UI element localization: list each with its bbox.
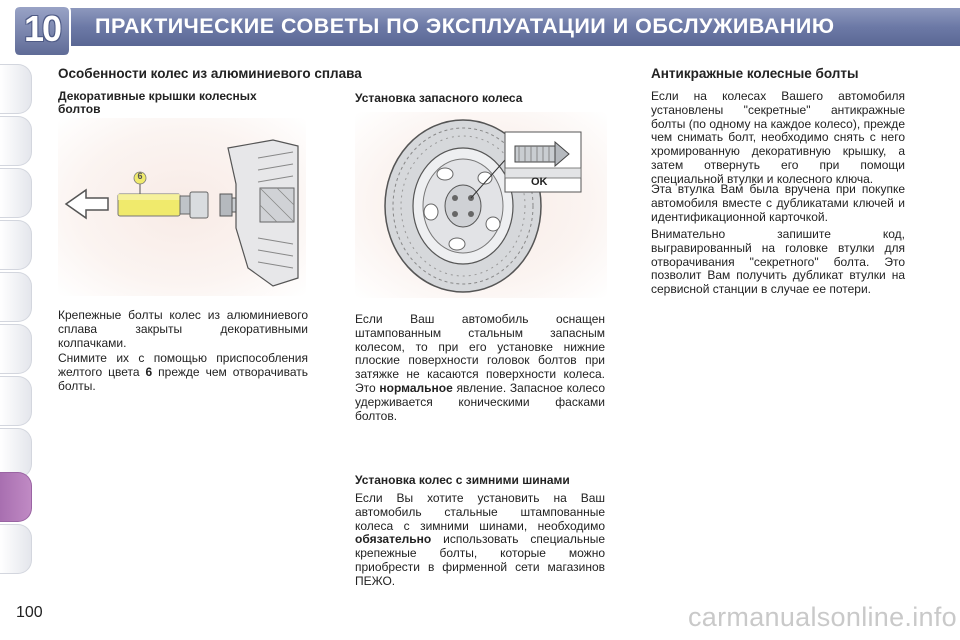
spare-wheel-illustration bbox=[355, 112, 607, 298]
figure-callout-6: 6 bbox=[137, 171, 143, 181]
bolt-cap-drawing bbox=[58, 118, 306, 296]
chapter-tab-10-active[interactable] bbox=[0, 472, 32, 522]
alloy-para-1: Крепежные болты колес из алюминиевого сплава закрыты декоративными колпачками. bbox=[58, 308, 308, 350]
bolt-cap-illustration bbox=[58, 118, 306, 296]
page-header bbox=[0, 0, 960, 62]
chapter-tabs bbox=[0, 62, 34, 582]
anti-theft-para-1: Если на колесах Вашего автомобиля установлены "секретные" антикражные болты (по одному на каждое колесо), прежде чем снимать болт, необходимо снять с него хромированную декоративную крышку, а затем отвернуть его при помощи специальной втулки и колесного ключа. bbox=[651, 89, 905, 186]
chapter-number: 10 bbox=[23, 8, 61, 49]
subtitle-winter-tyres: Установка колес с зимними шинами bbox=[355, 473, 570, 487]
subtitle-spare-wheel: Установка запасного колеса bbox=[355, 91, 523, 105]
chapter-tab-5[interactable] bbox=[0, 272, 32, 322]
chapter-tab-11[interactable] bbox=[0, 524, 32, 574]
watermark: carmanualsonline.info bbox=[688, 602, 957, 632]
page-title: ПРАКТИЧЕСКИЕ СОВЕТЫ ПО ЭКСПЛУАТАЦИИ И ОБСЛУЖИВАНИЮ bbox=[95, 14, 835, 38]
spare-wheel-drawing bbox=[355, 112, 607, 298]
chapter-tab-7[interactable] bbox=[0, 376, 32, 426]
alloy-para-2: Снимите их с помощью приспособления желтого цвета 6 прежде чем отворачивать болты. bbox=[58, 351, 308, 393]
spare-wheel-para: Если Ваш автомобиль оснащен штампованным стальным запасным колесом, то при его установке нижние плоские поверхности головок болтов при затяжке не касаются поверхности колеса. Это нормальное явление. Запасное колесо удерживается коническими фасками болтов. bbox=[355, 312, 605, 423]
chapter-tab-1[interactable] bbox=[0, 64, 32, 114]
chapter-tab-2[interactable] bbox=[0, 116, 32, 166]
section-title-anti-theft-bolts: Антикражные колесные болты bbox=[651, 66, 859, 81]
chapter-tab-8[interactable] bbox=[0, 428, 32, 478]
chapter-tab-3[interactable] bbox=[0, 168, 32, 218]
section-title-alloy-wheels: Особенности колес из алюминиевого сплава bbox=[58, 66, 362, 81]
chapter-tab-6[interactable] bbox=[0, 324, 32, 374]
anti-theft-para-3: Внимательно запишите код, выгравированный на головке втулки для отворачивания "секретного" болта. Это позволит Вам получить дубликат втулки на сервисной станции в случае ее потери. bbox=[651, 227, 905, 297]
subtitle-decorative-caps: Декоративные крышки колесных болтов bbox=[58, 89, 257, 116]
ok-label: OK bbox=[531, 176, 548, 188]
chapter-tab-4[interactable] bbox=[0, 220, 32, 270]
winter-tyres-para: Если Вы хотите установить на Ваш автомобиль стальные штампованные колеса с зимними шинами, необходимо обязательно использовать специальные крепежные болты, которые можно приобрести в фирменной сети магазинов ПЕЖО. bbox=[355, 491, 605, 588]
page-number: 100 bbox=[16, 604, 43, 621]
anti-theft-para-2: Эта втулка Вам была вручена при покупке автомобиля вместе с дубликатами ключей и идентификационной карточкой. bbox=[651, 182, 905, 224]
